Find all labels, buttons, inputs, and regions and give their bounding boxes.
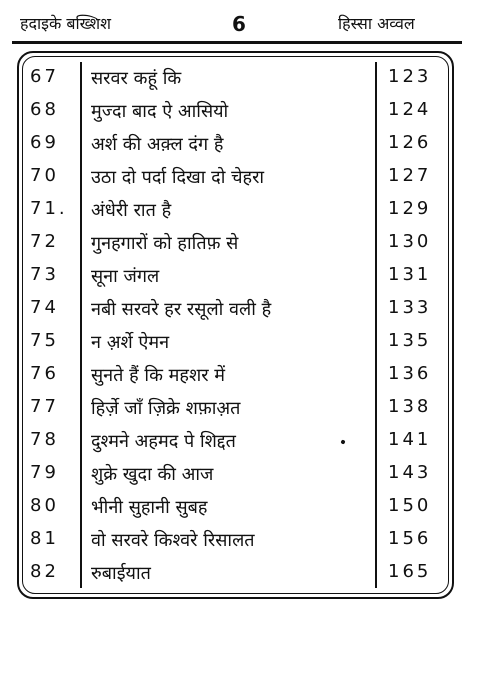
entry-title: भीनी सुहानी सुबह [91, 497, 208, 518]
entry-number: 78 [30, 429, 59, 450]
table-row [0, 528, 480, 560]
entry-number: 80 [30, 495, 59, 516]
table-row [0, 132, 480, 164]
entry-number: 68 [30, 99, 59, 120]
entry-number: 74 [30, 297, 59, 318]
table-row [0, 396, 480, 428]
entry-page: 126 [388, 132, 432, 153]
entry-title: न अ़र्शे ऐमन [91, 332, 170, 353]
table-row [0, 198, 480, 230]
entry-title: हिर्ज़े जाँ ज़िक्रे शफ़ाअ़त [91, 398, 241, 419]
book-title: हदाइके बख्शिश [20, 14, 111, 33]
entry-title: उठा दो पर्दा दिखा दो चेहरा [91, 167, 265, 188]
entry-title: रुबाईयात [91, 563, 151, 584]
table-row [0, 330, 480, 362]
entry-title: गुनहगारों को हातिफ़ से [91, 233, 239, 254]
entry-page: 150 [388, 495, 432, 516]
header-rule [12, 41, 462, 44]
entry-number: 72 [30, 231, 59, 252]
entry-page: 156 [388, 528, 432, 549]
entry-title: शुक्रे खुदा की आज [91, 464, 214, 485]
entry-page: 131 [388, 264, 432, 285]
entry-page: 124 [388, 99, 432, 120]
entry-number: 79 [30, 462, 59, 483]
entry-title: वो सरवरे किश्वरे रिसालत [91, 530, 255, 551]
entry-title: अर्श की अक़्ल दंग है [91, 134, 224, 155]
entry-page: 141 [388, 429, 432, 450]
entry-page: 123 [388, 66, 432, 87]
entry-title: सरवर कहूं कि [91, 68, 182, 89]
table-row [0, 363, 480, 395]
table-row [0, 495, 480, 527]
entry-title: दुश्मने अहमद पे शिद्दत [91, 431, 236, 452]
entry-page: 127 [388, 165, 432, 186]
entry-page: 138 [388, 396, 432, 417]
table-row [0, 561, 480, 593]
entry-page: 130 [388, 231, 432, 252]
entry-page: 143 [388, 462, 432, 483]
entry-page: 135 [388, 330, 432, 351]
table-row [0, 231, 480, 263]
entry-title: सूना जंगल [91, 266, 160, 287]
entry-number: 67 [30, 66, 59, 87]
entry-title: अंधेरी रात है [91, 200, 172, 221]
section-title: हिस्सा अव्वल [338, 14, 415, 33]
entry-number: 71. [30, 198, 68, 219]
table-row [0, 66, 480, 98]
table-row [0, 462, 480, 494]
entry-title: सुनते हैं कि महशर में [91, 365, 226, 386]
entry-title: नबी सरवरे हर रसूलो वली है [91, 299, 272, 320]
entry-number: 73 [30, 264, 59, 285]
table-row [0, 429, 480, 461]
table-row [0, 264, 480, 296]
entry-number: 82 [30, 561, 59, 582]
entry-page: 129 [388, 198, 432, 219]
entry-number: 81 [30, 528, 59, 549]
entry-page: 165 [388, 561, 432, 582]
entry-number: 77 [30, 396, 59, 417]
entry-number: 76 [30, 363, 59, 384]
page-number: 6 [232, 12, 246, 36]
entry-page: 133 [388, 297, 432, 318]
table-row [0, 99, 480, 131]
entry-number: 70 [30, 165, 59, 186]
table-row [0, 297, 480, 329]
table-row [0, 165, 480, 197]
entry-page: 136 [388, 363, 432, 384]
entry-title: मुज्दा बाद ऐ आसियो [91, 101, 229, 122]
entry-number: 75 [30, 330, 59, 351]
entry-number: 69 [30, 132, 59, 153]
